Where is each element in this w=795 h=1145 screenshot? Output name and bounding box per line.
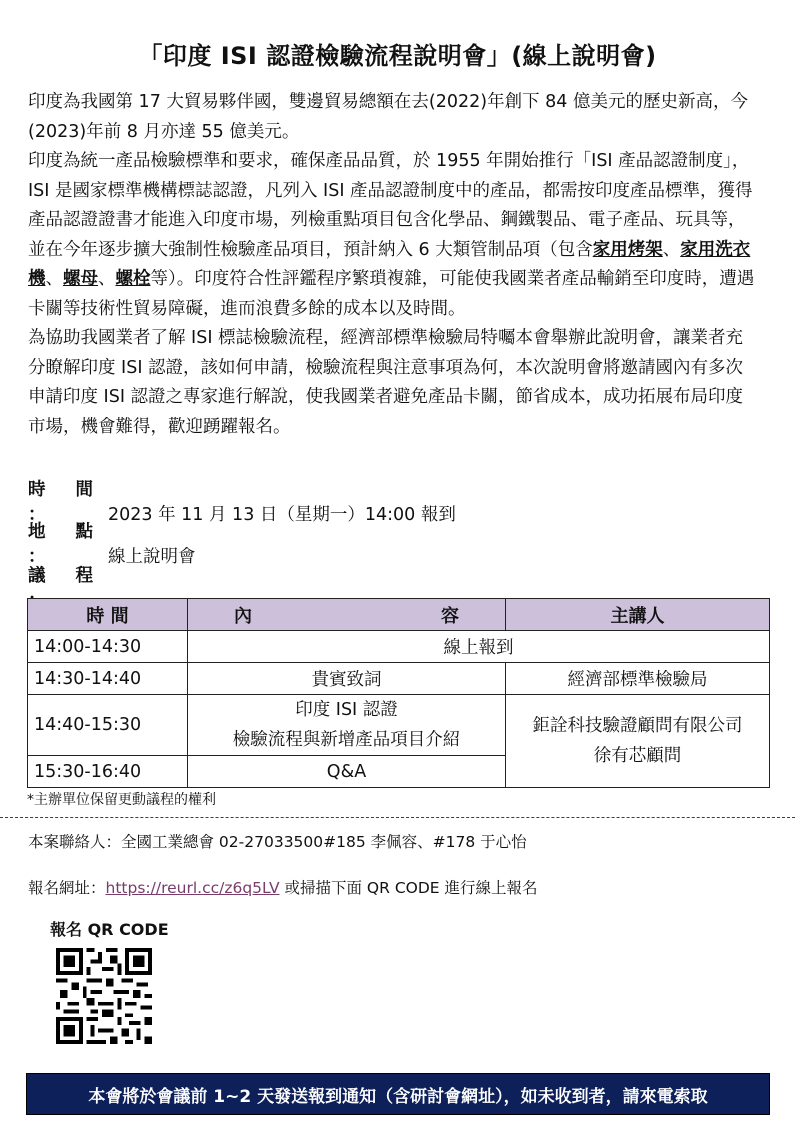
contact-info: 本案聯絡人：全國工業總會 02-27033500#185 李佩容、#178 于心怡 (28, 833, 527, 851)
intro-paragraph-1: 印度為我國第 17 大貿易夥伴國，雙邊貿易總額在去(2022)年創下 84 億美元的歷史新高，今(2023)年前 8 月亦達 55 億美元。 (28, 92, 748, 142)
table-row: 15:30-16:40 Q&A (28, 756, 770, 788)
item-nut: 螺母 (63, 269, 98, 289)
table-header-row (28, 599, 770, 631)
registration-line: 報名網址：https://reurl.cc/z6q5LV 或掃描下面 QR CODE 進行線上報名 (28, 879, 538, 897)
info-agenda: 議 程 (28, 566, 93, 586)
table-row: 14:00-14:30 線上報到 (28, 631, 770, 663)
qr-label: 報名 QR CODE (50, 920, 169, 939)
qr-code-icon[interactable] (56, 948, 152, 1044)
header-speaker: 主講人 (506, 599, 770, 631)
table-row: 14:40-15:30 印度 ISI 認證 檢驗流程與新增產品項目介紹 鉅詮科技驗證顧問有限公司 徐有芯顧問 (28, 695, 770, 756)
info-time: 時 間： 2023 年 11 月 13 日（星期一）14:00 報到 (28, 480, 456, 525)
intro-text (28, 88, 758, 442)
item-home-grill: 家用烤架 (592, 239, 663, 260)
header-time: 時 間 (28, 599, 188, 631)
item-bolt: 螺栓 (115, 269, 151, 289)
agenda-note: *主辦單位保留更動議程的權利 (27, 792, 216, 808)
agenda-table (27, 598, 770, 788)
item-washing-machine: 家用洗衣機 (28, 239, 751, 289)
notice-banner: 本會將於會議前 1~2 天發送報到通知（含研討會網址），如未收到者，請來電索取 (26, 1073, 770, 1115)
table-row: 14:30-14:40 貴賓致詞 經濟部標準檢驗局 (28, 663, 770, 695)
info-place: 地 點： 線上說明會 (28, 522, 196, 567)
intro-paragraph-2: 印度為統一產品檢驗標準和要求，確保產品品質，於 1955 年開始推行「ISI 產品認證制度」，ISI 是國家標準機構標誌認證，凡列入 ISI 產品認證制度中的產品，都需按印度產品標準，獲得產品認證證書才能進入印度市場，列檢重點項目包含化學品、鋼鐵製品、電子產品、玩具等，並在今年逐步擴大強制性檢驗產品項目，預計納入 6 大類管制品項（包含家用烤架、家用洗衣機、螺母、螺栓等）。印度符合性評鑑程序繁瑣複雜，可能使我國業者產品輸銷至印度時，遭遇卡關等技術性貿易障礙，進而浪費多餘的成本以及時間。 (28, 151, 755, 319)
header-content: 內 容 (188, 599, 506, 631)
page-title: 「印度 ISI 認證檢驗流程說明會」(線上說明會) (138, 42, 657, 70)
intro-paragraph-3: 為協助我國業者了解 ISI 標誌檢驗流程，經濟部標準檢驗局特囑本會舉辦此說明會，讓業者充分瞭解印度 ISI 認證，該如何申請，檢驗流程與注意事項為何，本次說明會將邀請國內有多次申請印度 ISI 認證之專家進行解說，使我國業者避免產品卡關，節省成本，成功拓展布局印度市場，機會難得，歡迎踴躍報名。 (28, 328, 744, 437)
divider (0, 817, 795, 818)
registration-link[interactable]: https://reurl.cc/z6q5LV (105, 879, 280, 897)
